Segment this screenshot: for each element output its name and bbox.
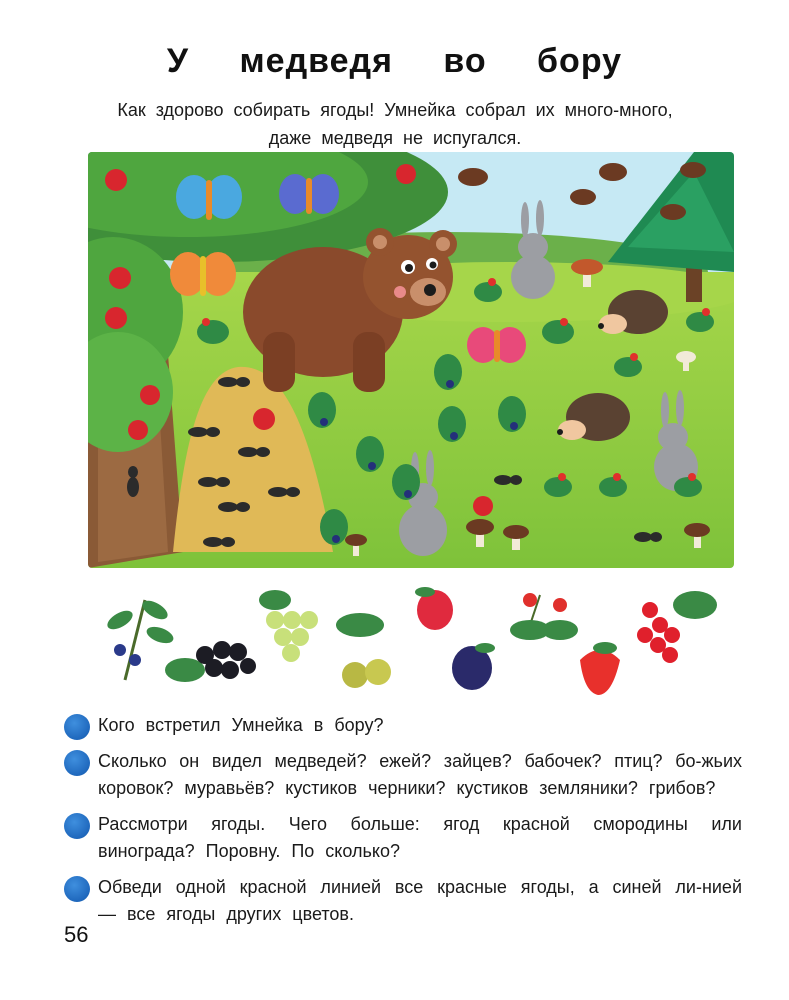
question-text: Рассмотри ягоды. Чего больше: ягод красной смородины или винограда? Поровну. По сколько?	[98, 814, 742, 861]
page-number: 56	[64, 922, 89, 947]
question-text: Обведи одной красной линией все красные ягоды, а синей ли-нией — все ягоды других цветов.	[98, 877, 742, 924]
bullet-icon	[64, 750, 90, 776]
intro-line-1: Как здорово собирать ягоды! Умнейка собрал их много-много,	[117, 100, 673, 120]
questions-list	[62, 712, 742, 937]
question-text: Кого встретил Умнейка в бору?	[98, 715, 384, 735]
intro-text	[60, 96, 730, 152]
berries-row	[90, 580, 740, 700]
question-1	[62, 712, 742, 739]
bullet-icon	[64, 876, 90, 902]
intro-line-2: даже медведя не испугался.	[268, 128, 522, 148]
raspberry-icon	[415, 587, 453, 630]
question-2	[62, 748, 742, 802]
bullet-icon	[64, 813, 90, 839]
forest-illustration	[88, 152, 734, 568]
page-title: У медведя во бору	[166, 42, 623, 80]
blackcurrant-icon	[165, 641, 256, 682]
bullet-icon	[64, 714, 90, 740]
question-4	[62, 874, 742, 928]
redcurrant-icon	[637, 591, 717, 663]
question-3	[62, 811, 742, 865]
blueberry-icon	[104, 597, 175, 680]
question-text: Сколько он видел медведей? ежей? зайцев? бабочек? птиц? бо-жьих коровок? муравьёв? кустиков черники? кустиков земляники? грибов?	[98, 751, 742, 798]
gooseberry-icon	[336, 613, 391, 688]
blackberry-icon	[452, 643, 495, 690]
grape-icon	[259, 590, 318, 662]
wild-strawberry-icon	[510, 593, 578, 640]
strawberry-icon	[580, 642, 620, 695]
